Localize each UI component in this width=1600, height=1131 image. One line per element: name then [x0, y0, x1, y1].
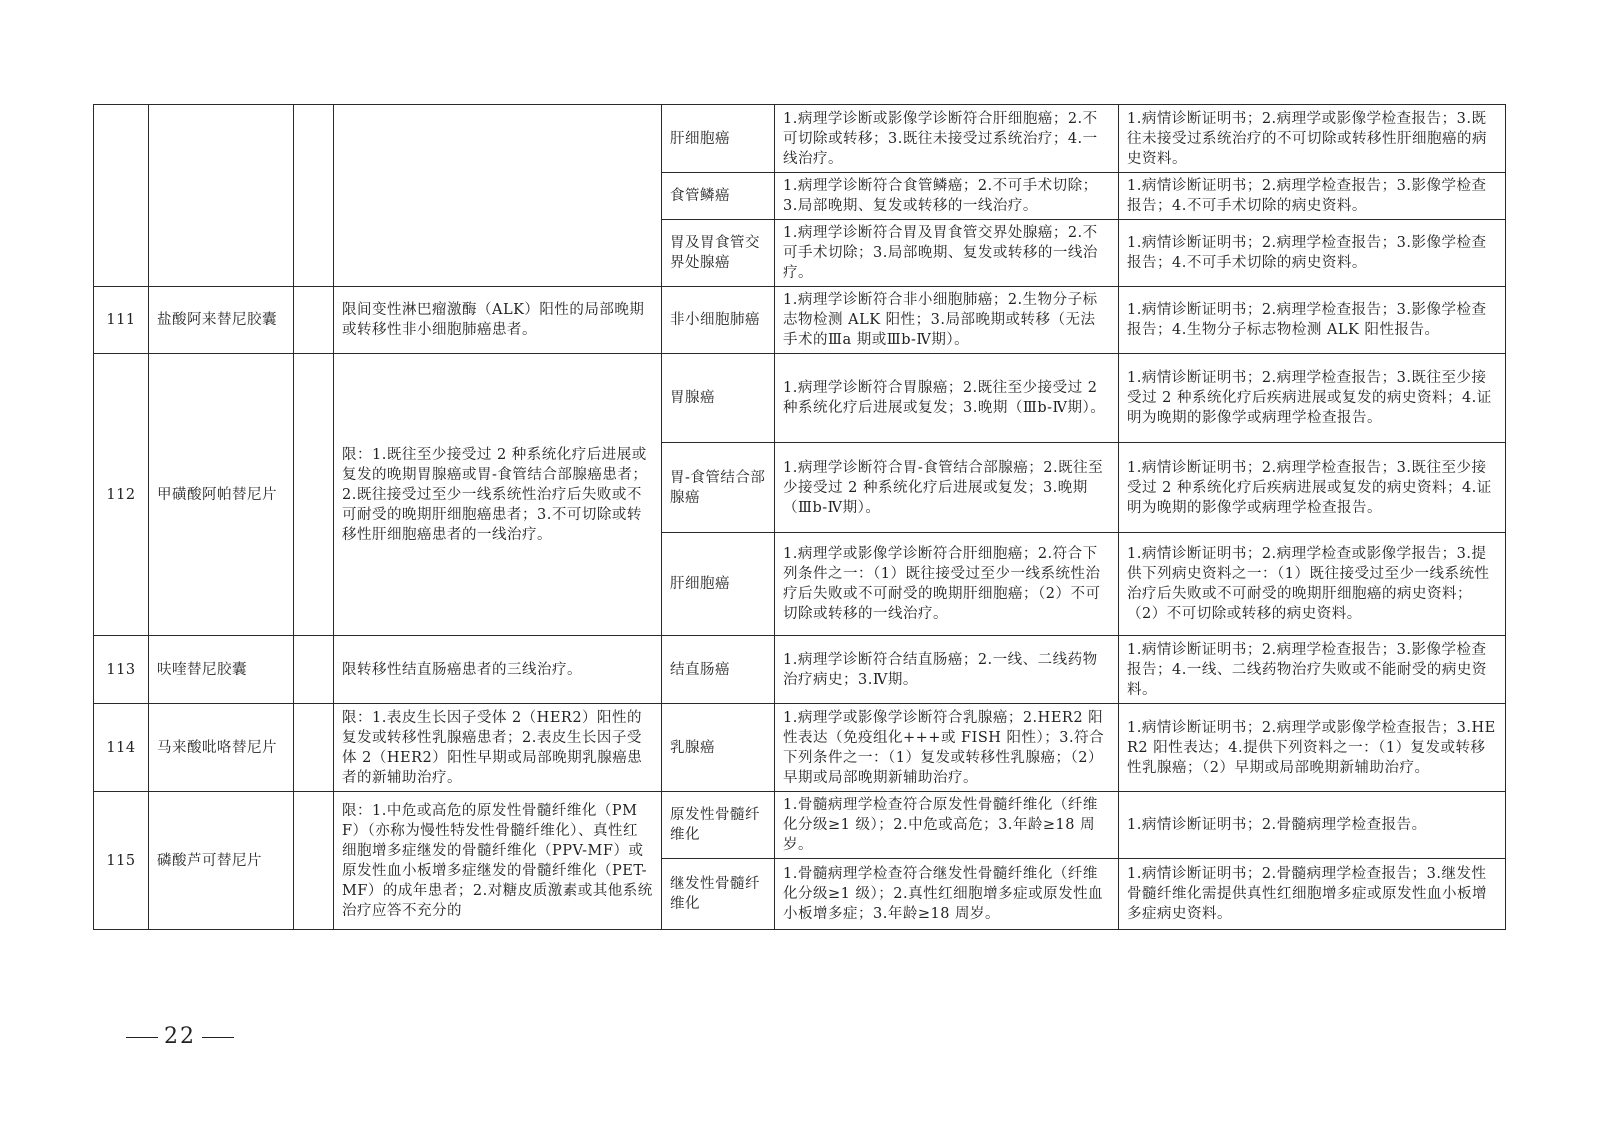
restriction-cell: 限间变性淋巴瘤激酶（ALK）阳性的局部晚期或转移性非小细胞肺癌患者。	[334, 287, 662, 354]
row-number-cell: 111	[94, 287, 149, 354]
table-row	[94, 105, 1506, 173]
restriction-cell: 限：1.表皮生长因子受体 2（HER2）阳性的复发或转移性乳腺癌患者；2.表皮生长因子受体 2（HER2）阳性早期或局部晚期乳腺癌患者的新辅助治疗。	[334, 704, 662, 792]
page-number-dash-left	[126, 1037, 158, 1038]
disease-cell: 结直肠癌	[662, 636, 775, 704]
restriction-cell: 限：1.中危或高危的原发性骨髓纤维化（PMF）（亦称为慢性特发性骨髓纤维化）、真性红细胞增多症继发的骨髓纤维化（PPV-MF）或原发性血小板增多症继发的骨髓纤维化（PET-MF）的成年患者；2.对糖皮质激素或其他系统治疗应答不充分的	[334, 792, 662, 930]
criteria-cell: 1.病理学或影像学诊断符合乳腺癌；2.HER2 阳性表达（免疫组化+++或 FISH 阳性）；3.符合下列条件之一：（1）复发或转移性乳腺癌；（2）早期或局部晚期新辅助治疗。	[775, 704, 1119, 792]
disease-cell: 胃-食管结合部腺癌	[662, 443, 775, 533]
page-number-dash-right	[202, 1037, 234, 1038]
materials-cell: 1.病情诊断证明书；2.病理学检查报告；3.既往至少接受过 2 种系统化疗后疾病进展或复发的病史资料；4.证明为晚期的影像学或病理学检查报告。	[1119, 443, 1506, 533]
restriction-cell: 限转移性结直肠癌患者的三线治疗。	[334, 636, 662, 704]
disease-cell: 继发性骨髓纤维化	[662, 859, 775, 930]
criteria-cell: 1.病理学或影像学诊断符合肝细胞癌；2.符合下列条件之一：（1）既往接受过至少一线系统性治疗后失败或不可耐受的晚期肝细胞癌；（2）不可切除或转移的一线治疗。	[775, 533, 1119, 636]
page-number-value: 22	[164, 1024, 196, 1049]
row-number-cell	[94, 105, 149, 287]
table-row	[94, 287, 1506, 354]
page-number	[120, 1024, 240, 1049]
materials-cell: 1.病情诊断证明书；2.骨髓病理学检查报告。	[1119, 792, 1506, 859]
code-cell	[294, 354, 334, 636]
criteria-cell: 1.病理学诊断符合食管鳞癌；2.不可手术切除；3.局部晚期、复发或转移的一线治疗。	[775, 173, 1119, 220]
table-body	[94, 105, 1506, 930]
restriction-cell	[334, 105, 662, 287]
disease-cell: 非小细胞肺癌	[662, 287, 775, 354]
restriction-cell: 限：1.既往至少接受过 2 种系统化疗后进展或复发的晚期胃腺癌或胃-食管结合部腺癌患者；2.既往接受过至少一线系统性治疗后失败或不可耐受的晚期肝细胞癌患者；3.不可切除或转移性肝细胞癌患者的一线治疗。	[334, 354, 662, 636]
criteria-cell: 1.病理学诊断符合胃腺癌；2.既往至少接受过 2 种系统化疗后进展或复发；3.晚期（Ⅲb-Ⅳ期）。	[775, 354, 1119, 443]
table-row	[94, 704, 1506, 792]
materials-cell: 1.病情诊断证明书；2.病理学检查或影像学报告；3.提供下列病史资料之一：（1）既往接受过至少一线系统性治疗后失败或不可耐受的晚期肝细胞癌的病史资料；（2）不可切除或转移的病史资料。	[1119, 533, 1506, 636]
disease-cell: 胃及胃食管交界处腺癌	[662, 220, 775, 287]
table-row	[94, 792, 1506, 859]
table-row	[94, 354, 1506, 443]
materials-cell: 1.病情诊断证明书；2.病理学检查报告；3.影像学检查报告；4.生物分子标志物检测 ALK 阳性报告。	[1119, 287, 1506, 354]
criteria-cell: 1.病理学诊断符合胃-食管结合部腺癌；2.既往至少接受过 2 种系统化疗后进展或复发；3.晚期（Ⅲb-Ⅳ期）。	[775, 443, 1119, 533]
drug-name-cell: 磷酸芦可替尼片	[149, 792, 294, 930]
row-number-cell: 115	[94, 792, 149, 930]
disease-cell: 肝细胞癌	[662, 105, 775, 173]
materials-cell: 1.病情诊断证明书；2.病理学检查报告；3.影像学检查报告；4.一线、二线药物治疗失败或不能耐受的病史资料。	[1119, 636, 1506, 704]
disease-cell: 原发性骨髓纤维化	[662, 792, 775, 859]
disease-cell: 食管鳞癌	[662, 173, 775, 220]
criteria-cell: 1.病理学诊断符合胃及胃食管交界处腺癌；2.不可手术切除；3.局部晚期、复发或转移的一线治疗。	[775, 220, 1119, 287]
code-cell	[294, 636, 334, 704]
drug-restriction-table	[93, 104, 1506, 930]
drug-name-cell: 甲磺酸阿帕替尼片	[149, 354, 294, 636]
criteria-cell: 1.骨髓病理学检查符合继发性骨髓纤维化（纤维化分级≥1 级）；2.真性红细胞增多症或原发性血小板增多症；3.年龄≥18 周岁。	[775, 859, 1119, 930]
code-cell	[294, 792, 334, 930]
drug-name-cell: 呋喹替尼胶囊	[149, 636, 294, 704]
materials-cell: 1.病情诊断证明书；2.病理学或影像学检查报告；3.既往未接受过系统治疗的不可切除或转移性肝细胞癌的病史资料。	[1119, 105, 1506, 173]
row-number-cell: 114	[94, 704, 149, 792]
materials-cell: 1.病情诊断证明书；2.骨髓病理学检查报告；3.继发性骨髓纤维化需提供真性红细胞增多症或原发性血小板增多症病史资料。	[1119, 859, 1506, 930]
materials-cell: 1.病情诊断证明书；2.病理学或影像学检查报告；3.HER2 阳性表达；4.提供下列资料之一：（1）复发或转移性乳腺癌；（2）早期或局部晚期新辅助治疗。	[1119, 704, 1506, 792]
criteria-cell: 1.骨髓病理学检查符合原发性骨髓纤维化（纤维化分级≥1 级）；2.中危或高危；3.年龄≥18 周岁。	[775, 792, 1119, 859]
code-cell	[294, 287, 334, 354]
criteria-cell: 1.病理学诊断符合非小细胞肺癌；2.生物分子标志物检测 ALK 阳性；3.局部晚期或转移（无法手术的Ⅲa 期或Ⅲb-Ⅳ期）。	[775, 287, 1119, 354]
code-cell	[294, 704, 334, 792]
code-cell	[294, 105, 334, 287]
disease-cell: 胃腺癌	[662, 354, 775, 443]
drug-name-cell: 盐酸阿来替尼胶囊	[149, 287, 294, 354]
row-number-cell: 113	[94, 636, 149, 704]
criteria-cell: 1.病理学诊断或影像学诊断符合肝细胞癌；2.不可切除或转移；3.既往未接受过系统治疗；4.一线治疗。	[775, 105, 1119, 173]
materials-cell: 1.病情诊断证明书；2.病理学检查报告；3.影像学检查报告；4.不可手术切除的病史资料。	[1119, 220, 1506, 287]
drug-name-cell: 马来酸吡咯替尼片	[149, 704, 294, 792]
criteria-cell: 1.病理学诊断符合结直肠癌；2.一线、二线药物治疗病史；3.Ⅳ期。	[775, 636, 1119, 704]
materials-cell: 1.病情诊断证明书；2.病理学检查报告；3.既往至少接受过 2 种系统化疗后疾病进展或复发的病史资料；4.证明为晚期的影像学或病理学检查报告。	[1119, 354, 1506, 443]
drug-name-cell	[149, 105, 294, 287]
row-number-cell: 112	[94, 354, 149, 636]
materials-cell: 1.病情诊断证明书；2.病理学检查报告；3.影像学检查报告；4.不可手术切除的病史资料。	[1119, 173, 1506, 220]
disease-cell: 乳腺癌	[662, 704, 775, 792]
table-row	[94, 636, 1506, 704]
disease-cell: 肝细胞癌	[662, 533, 775, 636]
